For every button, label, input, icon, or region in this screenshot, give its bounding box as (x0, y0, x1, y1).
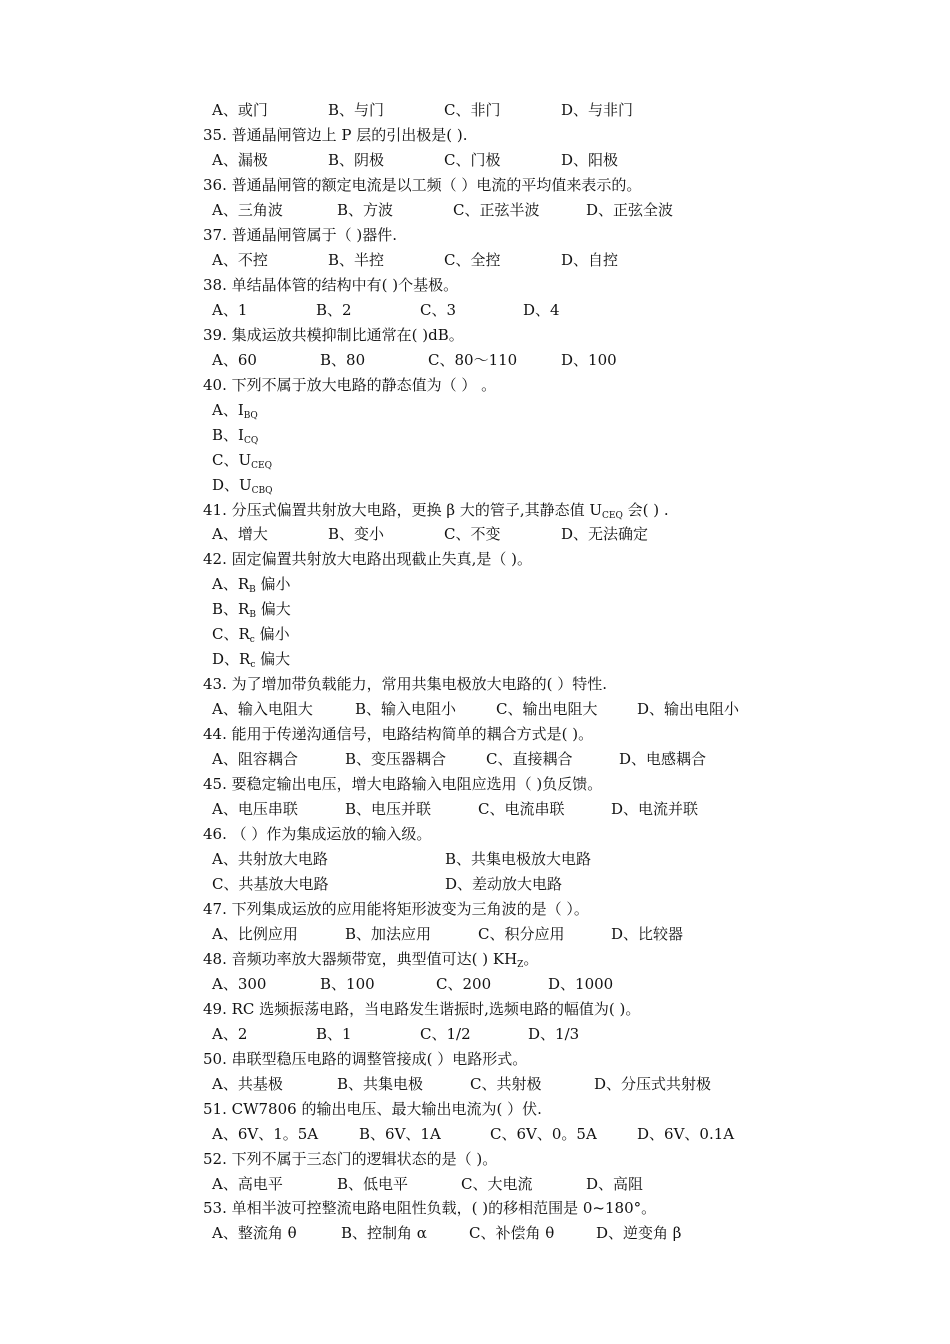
question-text: 47. 下列集成运放的应用能将矩形波变为三角波的是（ ）。 (203, 900, 589, 918)
question-text (203, 947, 538, 971)
text-main: A、I (212, 401, 244, 419)
answer-option: C、直接耦合 (486, 750, 573, 768)
subscript: B (249, 585, 256, 595)
answer-option: D、比较器 (611, 925, 684, 943)
answer-option: D、输出电阻小 (637, 700, 740, 718)
answer-option: C、输出电阻大 (496, 700, 598, 718)
answer-option: A、漏极 (212, 151, 268, 169)
answer-option: B、方波 (337, 201, 394, 219)
question-text: 51. CW7806 的输出电压、最大输出电流为( ）伏. (203, 1100, 542, 1118)
question-text: 46. （ ）作为集成运放的输入级。 (203, 825, 432, 843)
text-tail: 偏小 (255, 575, 291, 593)
answer-option: B、低电平 (337, 1175, 409, 1193)
subscript: Z (517, 960, 524, 970)
answer-option: A、2 (212, 1025, 248, 1043)
answer-option: C、共射极 (470, 1075, 542, 1093)
answer-option (212, 647, 290, 671)
subscript: c (250, 660, 256, 670)
question-text: 50. 串联型稳压电路的调整管接成( ）电路形式。 (203, 1050, 528, 1068)
text-tail: 偏大 (255, 600, 291, 618)
answer-option: D、100 (561, 351, 617, 369)
answer-option: D、电感耦合 (619, 750, 707, 768)
subscript: CBQ (251, 486, 273, 496)
text-tail: 偏小 (254, 625, 290, 643)
answer-option (212, 473, 273, 497)
answer-option: D、1/3 (528, 1025, 580, 1043)
answer-option: D、无法确定 (561, 525, 649, 543)
question-text: 42. 固定偏置共射放大电路出现截止失真,是（ )。 (203, 550, 533, 568)
question-text: 39. 集成运放共模抑制比通常在( )dB。 (203, 326, 464, 344)
answer-option: C、积分应用 (478, 925, 565, 943)
answer-option: B、80 (320, 351, 366, 369)
answer-option: D、4 (523, 301, 560, 319)
answer-option: B、100 (320, 975, 375, 993)
answer-option: A、300 (212, 975, 267, 993)
subscript: CEQ (602, 511, 623, 521)
answer-option: B、加法应用 (345, 925, 432, 943)
answer-option: C、电流串联 (478, 800, 565, 818)
text-tail: 偏大 (255, 650, 291, 668)
answer-option: B、与门 (328, 101, 385, 119)
answer-option: A、电压串联 (212, 800, 298, 818)
answer-option: D、电流并联 (611, 800, 699, 818)
answer-option: A、6V、1。5A (212, 1125, 319, 1143)
question-text: 49. RC 选频振荡电路，当电路发生谐振时,选频电路的幅值为( )。 (203, 1000, 641, 1018)
answer-option (212, 423, 258, 447)
answer-option: C、不变 (444, 525, 501, 543)
answer-option (212, 448, 272, 472)
question-text: 38. 单结晶体管的结构中有( )个基极。 (203, 276, 459, 294)
answer-option: B、输入电阻小 (355, 700, 457, 718)
answer-option: D、高阻 (586, 1175, 644, 1193)
answer-option: A、60 (212, 351, 257, 369)
subscript: CQ (243, 436, 259, 446)
subscript: BQ (243, 411, 258, 421)
answer-option: A、阻容耦合 (212, 750, 298, 768)
text-main: B、I (212, 426, 244, 444)
answer-option: C、全控 (444, 251, 501, 269)
answer-option: D、与非门 (561, 101, 634, 119)
answer-option: B、1 (316, 1025, 352, 1043)
text-main: C、R (212, 625, 250, 643)
answer-option (212, 398, 258, 422)
question-text: 53. 单相半波可控整流电路电阻性负载，( )的移相范围是 0~180°。 (203, 1199, 657, 1217)
question-text: 36. 普通晶闸管的额定电流是以工频（ ）电流的平均值来表示的。 (203, 176, 642, 194)
question-text: 52. 下列不属于三态门的逻辑状态的是（ )。 (203, 1150, 498, 1168)
answer-option: D、正弦全波 (586, 201, 674, 219)
answer-option: B、阴极 (328, 151, 385, 169)
question-text: 43. 为了增加带负载能力，常用共集电极放大电路的( ）特性. (203, 675, 608, 693)
question-text: 37. 普通晶闸管属于（ )器件. (203, 226, 398, 244)
answer-option: D、差动放大电路 (445, 875, 563, 893)
answer-option: C、3 (420, 301, 457, 319)
answer-option: C、大电流 (461, 1175, 533, 1193)
answer-option: A、输入电阻大 (212, 700, 313, 718)
answer-option: D、分压式共射极 (594, 1075, 712, 1093)
text-main: 48. 音频功率放大器频带宽，典型值可达( ) KH (203, 950, 518, 968)
answer-option: C、共基放大电路 (212, 875, 329, 893)
answer-option: C、补偿角 θ (469, 1224, 555, 1242)
question-text: 44. 能用于传递沟通信号，电路结构简单的耦合方式是( )。 (203, 725, 594, 743)
answer-option (212, 597, 291, 621)
subscript: c (249, 635, 255, 645)
subscript: CEQ (251, 461, 272, 471)
text-main: D、R (212, 650, 251, 668)
answer-option: D、阳极 (561, 151, 619, 169)
answer-option: D、6V、0.1A (637, 1125, 735, 1143)
answer-option: B、2 (316, 301, 352, 319)
answer-option: A、1 (212, 301, 248, 319)
answer-option: C、门极 (444, 151, 501, 169)
answer-option: B、变小 (328, 525, 385, 543)
answer-option: B、共集电极 (337, 1075, 424, 1093)
answer-option: A、高电平 (212, 1175, 283, 1193)
answer-option: C、正弦半波 (453, 201, 540, 219)
answer-option: C、1/2 (420, 1025, 471, 1043)
answer-option: A、不控 (212, 251, 268, 269)
answer-option: A、增大 (212, 525, 268, 543)
answer-option: A、三角波 (212, 201, 283, 219)
answer-option: D、1000 (548, 975, 614, 993)
text-main: B、R (212, 600, 250, 618)
answer-option: A、整流角 θ (212, 1224, 297, 1242)
answer-option: D、逆变角 β (596, 1224, 682, 1242)
text-tail: 会( ) . (622, 501, 669, 519)
answer-option: A、比例应用 (212, 925, 298, 943)
answer-option: B、变压器耦合 (345, 750, 447, 768)
answer-option (212, 622, 290, 646)
answer-option: C、非门 (444, 101, 501, 119)
text-main: D、U (212, 476, 252, 494)
subscript: B (249, 610, 256, 620)
answer-option: B、6V、1A (359, 1125, 441, 1143)
text-main: 41. 分压式偏置共射放大电路，更换 β 大的管子,其静态值 U (203, 501, 603, 519)
answer-option: C、200 (436, 975, 492, 993)
answer-option: A、共基极 (212, 1075, 283, 1093)
answer-option: C、80～110 (428, 351, 518, 369)
text-tail: 。 (523, 950, 539, 968)
answer-option: B、控制角 α (341, 1224, 427, 1242)
question-text (203, 498, 669, 522)
answer-option: B、电压并联 (345, 800, 432, 818)
text-main: C、U (212, 451, 252, 469)
question-text: 45. 要稳定输出电压，增大电路输入电阻应选用（ )负反馈。 (203, 775, 603, 793)
question-text: 40. 下列不属于放大电路的静态值为（ ） 。 (203, 376, 497, 394)
text-main: A、R (212, 575, 250, 593)
question-text: 35. 普通晶闸管边上 P 层的引出极是( ). (203, 126, 468, 144)
answer-option: B、半控 (328, 251, 385, 269)
answer-option: A、共射放大电路 (212, 850, 328, 868)
answer-option: A、或门 (212, 101, 268, 119)
answer-option: B、共集电极放大电路 (445, 850, 592, 868)
answer-option: D、自控 (561, 251, 619, 269)
answer-option (212, 572, 291, 596)
answer-option: C、6V、0。5A (490, 1125, 597, 1143)
